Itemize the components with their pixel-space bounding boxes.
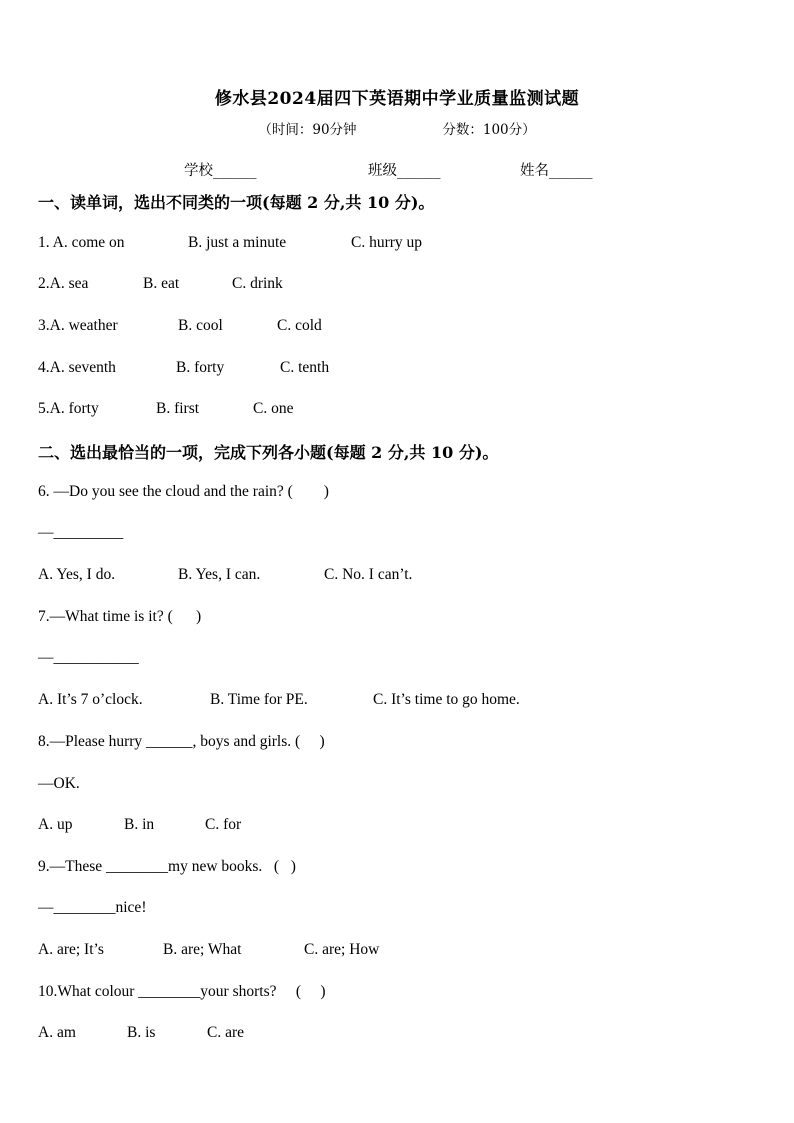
q7-reply: —___________ — [38, 649, 139, 666]
q4-option-b: B. forty — [176, 359, 225, 376]
exam-subtitle: （时间：90分钟 分数：100分） — [258, 122, 536, 138]
q6-question: 6. —Do you see the cloud and the rain? ( ) — [38, 483, 329, 500]
q8-option-a: A. up — [38, 816, 73, 833]
q2-option-c: C. drink — [232, 275, 283, 292]
q10-question: 10.What colour ________your shorts? ( ) — [38, 983, 326, 1000]
q4-option-c: C. tenth — [280, 359, 330, 376]
school-field: 学校______ — [184, 163, 257, 179]
q5-option-a: 5.A. forty — [38, 400, 99, 417]
q8-question: 8.—Please hurry ______, boys and girls. ( ) — [38, 733, 325, 750]
q1-option-b: B. just a minute — [188, 234, 287, 251]
q3-option-b: B. cool — [178, 317, 223, 334]
q8-option-c: C. for — [205, 816, 242, 833]
class-field: 班级______ — [368, 163, 441, 179]
section-1-heading: 一、读单词，选出不同类的一项(每题 2 分,共 10 分)。 — [38, 193, 435, 212]
q6-reply: —_________ — [38, 524, 124, 541]
q3-option-a: 3.A. weather — [38, 317, 118, 334]
q7-question: 7.—What time is it? ( ) — [38, 608, 202, 625]
q6-option-b: B. Yes, I can. — [178, 566, 261, 583]
q10-option-c: C. are — [207, 1024, 245, 1041]
q10-option-b: B. is — [127, 1024, 156, 1041]
q7-option-c: C. It’s time to go home. — [373, 691, 520, 708]
q9-reply: —________nice! — [38, 899, 147, 916]
section-2-heading: 二、选出最恰当的一项，完成下列各小题(每题 2 分,共 10 分)。 — [38, 443, 499, 462]
q6-option-a: A. Yes, I do. — [38, 566, 116, 583]
q1-option-a: 1. A. come on — [38, 234, 125, 251]
q2-option-a: 2.A. sea — [38, 275, 89, 292]
q8-reply: —OK. — [38, 775, 80, 792]
q7-option-a: A. It’s 7 o’clock. — [38, 691, 143, 708]
q9-option-c: C. are; How — [304, 941, 380, 958]
exam-title: 修水县2024届四下英语期中学业质量监测试题 — [214, 89, 580, 109]
q9-option-a: A. are; It’s — [38, 941, 104, 958]
name-field: 姓名______ — [520, 163, 593, 179]
q9-option-b: B. are; What — [163, 941, 242, 958]
q1-option-c: C. hurry up — [351, 234, 423, 251]
q5-option-c: C. one — [253, 400, 294, 417]
q5-option-b: B. first — [156, 400, 200, 417]
q3-option-c: C. cold — [277, 317, 322, 334]
q2-option-b: B. eat — [143, 275, 180, 292]
q8-option-b: B. in — [124, 816, 155, 833]
q6-option-c: C. No. I can’t. — [324, 566, 413, 583]
q10-option-a: A. am — [38, 1024, 76, 1041]
q4-option-a: 4.A. seventh — [38, 359, 116, 376]
q9-question: 9.—These ________my new books. ( ) — [38, 858, 296, 875]
q7-option-b: B. Time for PE. — [210, 691, 308, 708]
